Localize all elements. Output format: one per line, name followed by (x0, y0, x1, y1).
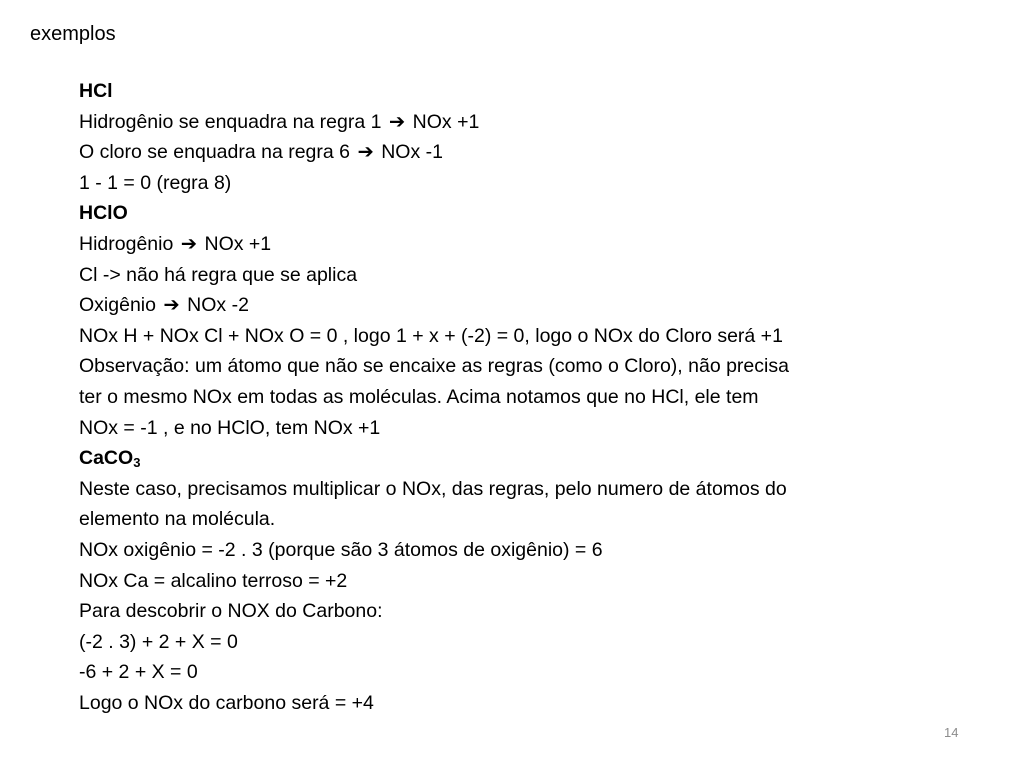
hcl-line-1-result: NOx +1 (412, 110, 480, 133)
caco3-line-6: (-2 . 3) + 2 + X = 0 (79, 630, 238, 653)
hclo-line-4: NOx H + NOx Cl + NOx O = 0 , logo 1 + x + (-2) = 0, logo o NOx do Cloro será +1 (79, 324, 783, 347)
hclo-line-1-result: NOx +1 (204, 232, 272, 255)
hcl-line-2-text: O cloro se enquadra na regra 6 (79, 141, 351, 164)
slide-content (79, 76, 939, 718)
right-arrow-icon: ➔ (357, 141, 374, 164)
caco3-heading-subscript: 3 (133, 455, 141, 471)
hcl-line-2-result: NOx -1 (381, 141, 443, 164)
hclo-observation-2: ter o mesmo NOx em todas as moléculas. Acima notamos que no HCl, ele tem (79, 385, 759, 408)
caco3-line-1: Neste caso, precisamos multiplicar o NOx, das regras, pelo numero de átomos do (79, 477, 787, 500)
hcl-heading: HCl (79, 80, 113, 102)
hclo-heading: HClO (79, 202, 128, 225)
hcl-line-1 (79, 107, 939, 138)
slide-title: exemplos (30, 23, 116, 45)
hclo-line-3-text: Oxigênio (79, 294, 156, 317)
caco3-line-5: Para descobrir o NOX do Carbono: (79, 600, 383, 623)
hclo-line-2: Cl -> não há regra que se aplica (79, 263, 358, 286)
hclo-observation-3: NOx = -1 , e no HClO, tem NOx +1 (79, 416, 381, 439)
right-arrow-icon: ➔ (388, 110, 406, 133)
caco3-heading (79, 443, 939, 474)
page-number: 14 (944, 725, 959, 740)
hcl-line-3: 1 - 1 = 0 (regra 8) (79, 171, 232, 194)
hclo-observation-1: Observação: um átomo que não se encaixe as regras (como o Cloro), não precisa (79, 355, 789, 378)
hclo-line-1-text: Hidrogênio (79, 232, 174, 255)
hclo-line-3 (79, 290, 939, 321)
caco3-line-2: elemento na molécula. (79, 508, 276, 531)
caco3-line-7: -6 + 2 + X = 0 (79, 661, 198, 684)
right-arrow-icon: ➔ (180, 232, 198, 255)
hclo-line-3-result: NOx -2 (187, 294, 249, 317)
hcl-line-2 (79, 137, 939, 168)
hcl-line-1-text: Hidrogênio se enquadra na regra 1 (79, 110, 382, 133)
caco3-heading-main: CaCO (79, 447, 134, 470)
hclo-line-1 (79, 229, 939, 260)
caco3-line-3: NOx oxigênio = -2 . 3 (porque são 3 átomos de oxigênio) = 6 (79, 538, 603, 561)
caco3-line-4: NOx Ca = alcalino terroso = +2 (79, 569, 348, 592)
caco3-line-8: Logo o NOx do carbono será = +4 (79, 691, 374, 714)
right-arrow-icon: ➔ (163, 294, 180, 317)
